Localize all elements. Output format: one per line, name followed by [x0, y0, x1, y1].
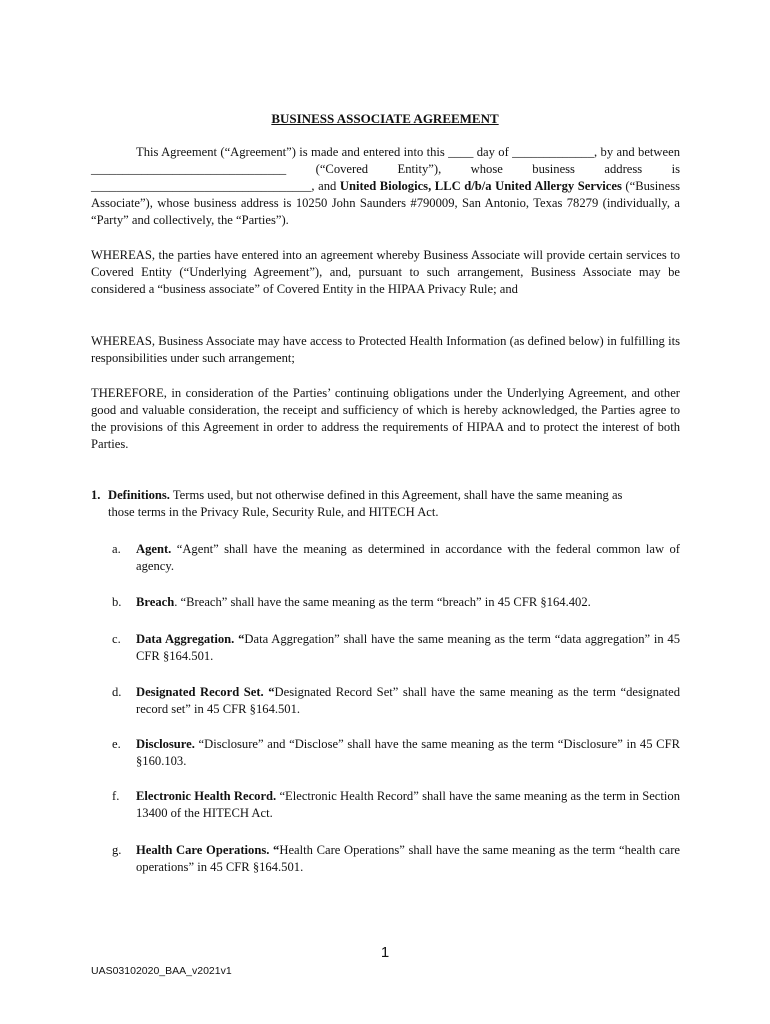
intro-text-2: (“Business Associate”), whose business address is 10250 John Saunders #790009, San Antonio, Texas 78279 (individually, a “Party” and collectively, the “Parties”). — [91, 179, 680, 227]
intro-party-name: United Biologics, LLC d/b/a United Allergy Services — [339, 179, 622, 193]
definition-text: “Disclosure” and “Disclose” shall have the same meaning as the term “Disclosure” in 45 CFR §160.103. — [136, 737, 680, 768]
definition-text: Designated Record Set” shall have the same meaning as the term “designated record set” in 45 CFR §164.501. — [136, 685, 680, 716]
definition-letter: a. — [112, 542, 121, 556]
definition-text: . “Breach” shall have the same meaning as the term “breach” in 45 CFR §164.402. — [174, 595, 591, 609]
definition-letter: e. — [112, 737, 121, 751]
definition-item — [112, 541, 680, 575]
document-footer-id: UAS03102020_BAA_v2021v1 — [91, 965, 232, 977]
definition-term: Electronic Health Record. — [136, 789, 277, 803]
definitions-heading: Definitions. — [108, 488, 170, 502]
definition-item — [112, 684, 680, 718]
definition-letter: c. — [112, 632, 121, 646]
definition-item — [112, 594, 680, 611]
intro-text-1: This Agreement (“Agreement”) is made and entered into this ____ day of _____________, by and between _______________________________ (“Covered Entity”), whose business address is ___________________________________, and — [91, 145, 680, 193]
therefore-paragraph: THEREFORE, in consideration of the Parties’ continuing obligations under the Underlying Agreement, and other good and valuable consideration, the receipt and sufficiency of which is hereby acknowledged, the Parties agree to the provisions of this Agreement in order to address the requirements of HIPAA and to protect the interest of both Parties. — [91, 386, 680, 451]
definition-item — [112, 736, 680, 770]
definition-item — [112, 631, 680, 665]
definition-item — [112, 842, 680, 876]
definition-text: “Agent” shall have the meaning as determined in accordance with the federal common law of agency. — [136, 542, 680, 573]
definition-term: Disclosure. — [136, 737, 195, 751]
definitions-intro-line1: Terms used, but not otherwise defined in this Agreement, shall have the same meaning as — [169, 488, 623, 502]
whereas-paragraph-2: WHEREAS, Business Associate may have access to Protected Health Information (as defined below) in fulfilling its responsibilities under such arrangement; — [91, 334, 680, 365]
definition-term: Agent. — [136, 542, 172, 556]
definition-letter: g. — [112, 843, 122, 857]
document-title: BUSINESS ASSOCIATE AGREEMENT — [271, 111, 499, 126]
definition-item — [112, 788, 680, 822]
definition-term: Health Care Operations. “ — [136, 843, 280, 857]
definitions-section — [91, 487, 680, 521]
definitions-number: 1. — [91, 488, 101, 502]
page-number: 1 — [380, 944, 390, 961]
definition-letter: d. — [112, 685, 122, 699]
definition-letter: b. — [112, 595, 122, 609]
definition-letter: f. — [112, 789, 120, 803]
definitions-intro-line2: those terms in the Privacy Rule, Security Rule, and HITECH Act. — [108, 505, 439, 519]
definition-text: “Electronic Health Record” shall have the same meaning as the term in Section 13400 of the HITECH Act. — [136, 789, 680, 820]
definition-text: Health Care Operations” shall have the same meaning as the term “health care operations” in 45 CFR §164.501. — [136, 843, 680, 874]
definition-term: Breach — [136, 595, 175, 609]
whereas-paragraph-1: WHEREAS, the parties have entered into an agreement whereby Business Associate will provide certain services to Covered Entity (“Underlying Agreement”), and, pursuant to such arrangement, Business Associate may be considered a “business associate” of Covered Entity in the HIPAA Privacy Rule; and — [91, 248, 680, 296]
intro-paragraph — [91, 144, 680, 229]
definition-term: Designated Record Set. “ — [136, 685, 275, 699]
definition-text: Data Aggregation” shall have the same meaning as the term “data aggregation” in 45 CFR §164.501. — [136, 632, 680, 663]
definition-term: Data Aggregation. “ — [136, 632, 245, 646]
